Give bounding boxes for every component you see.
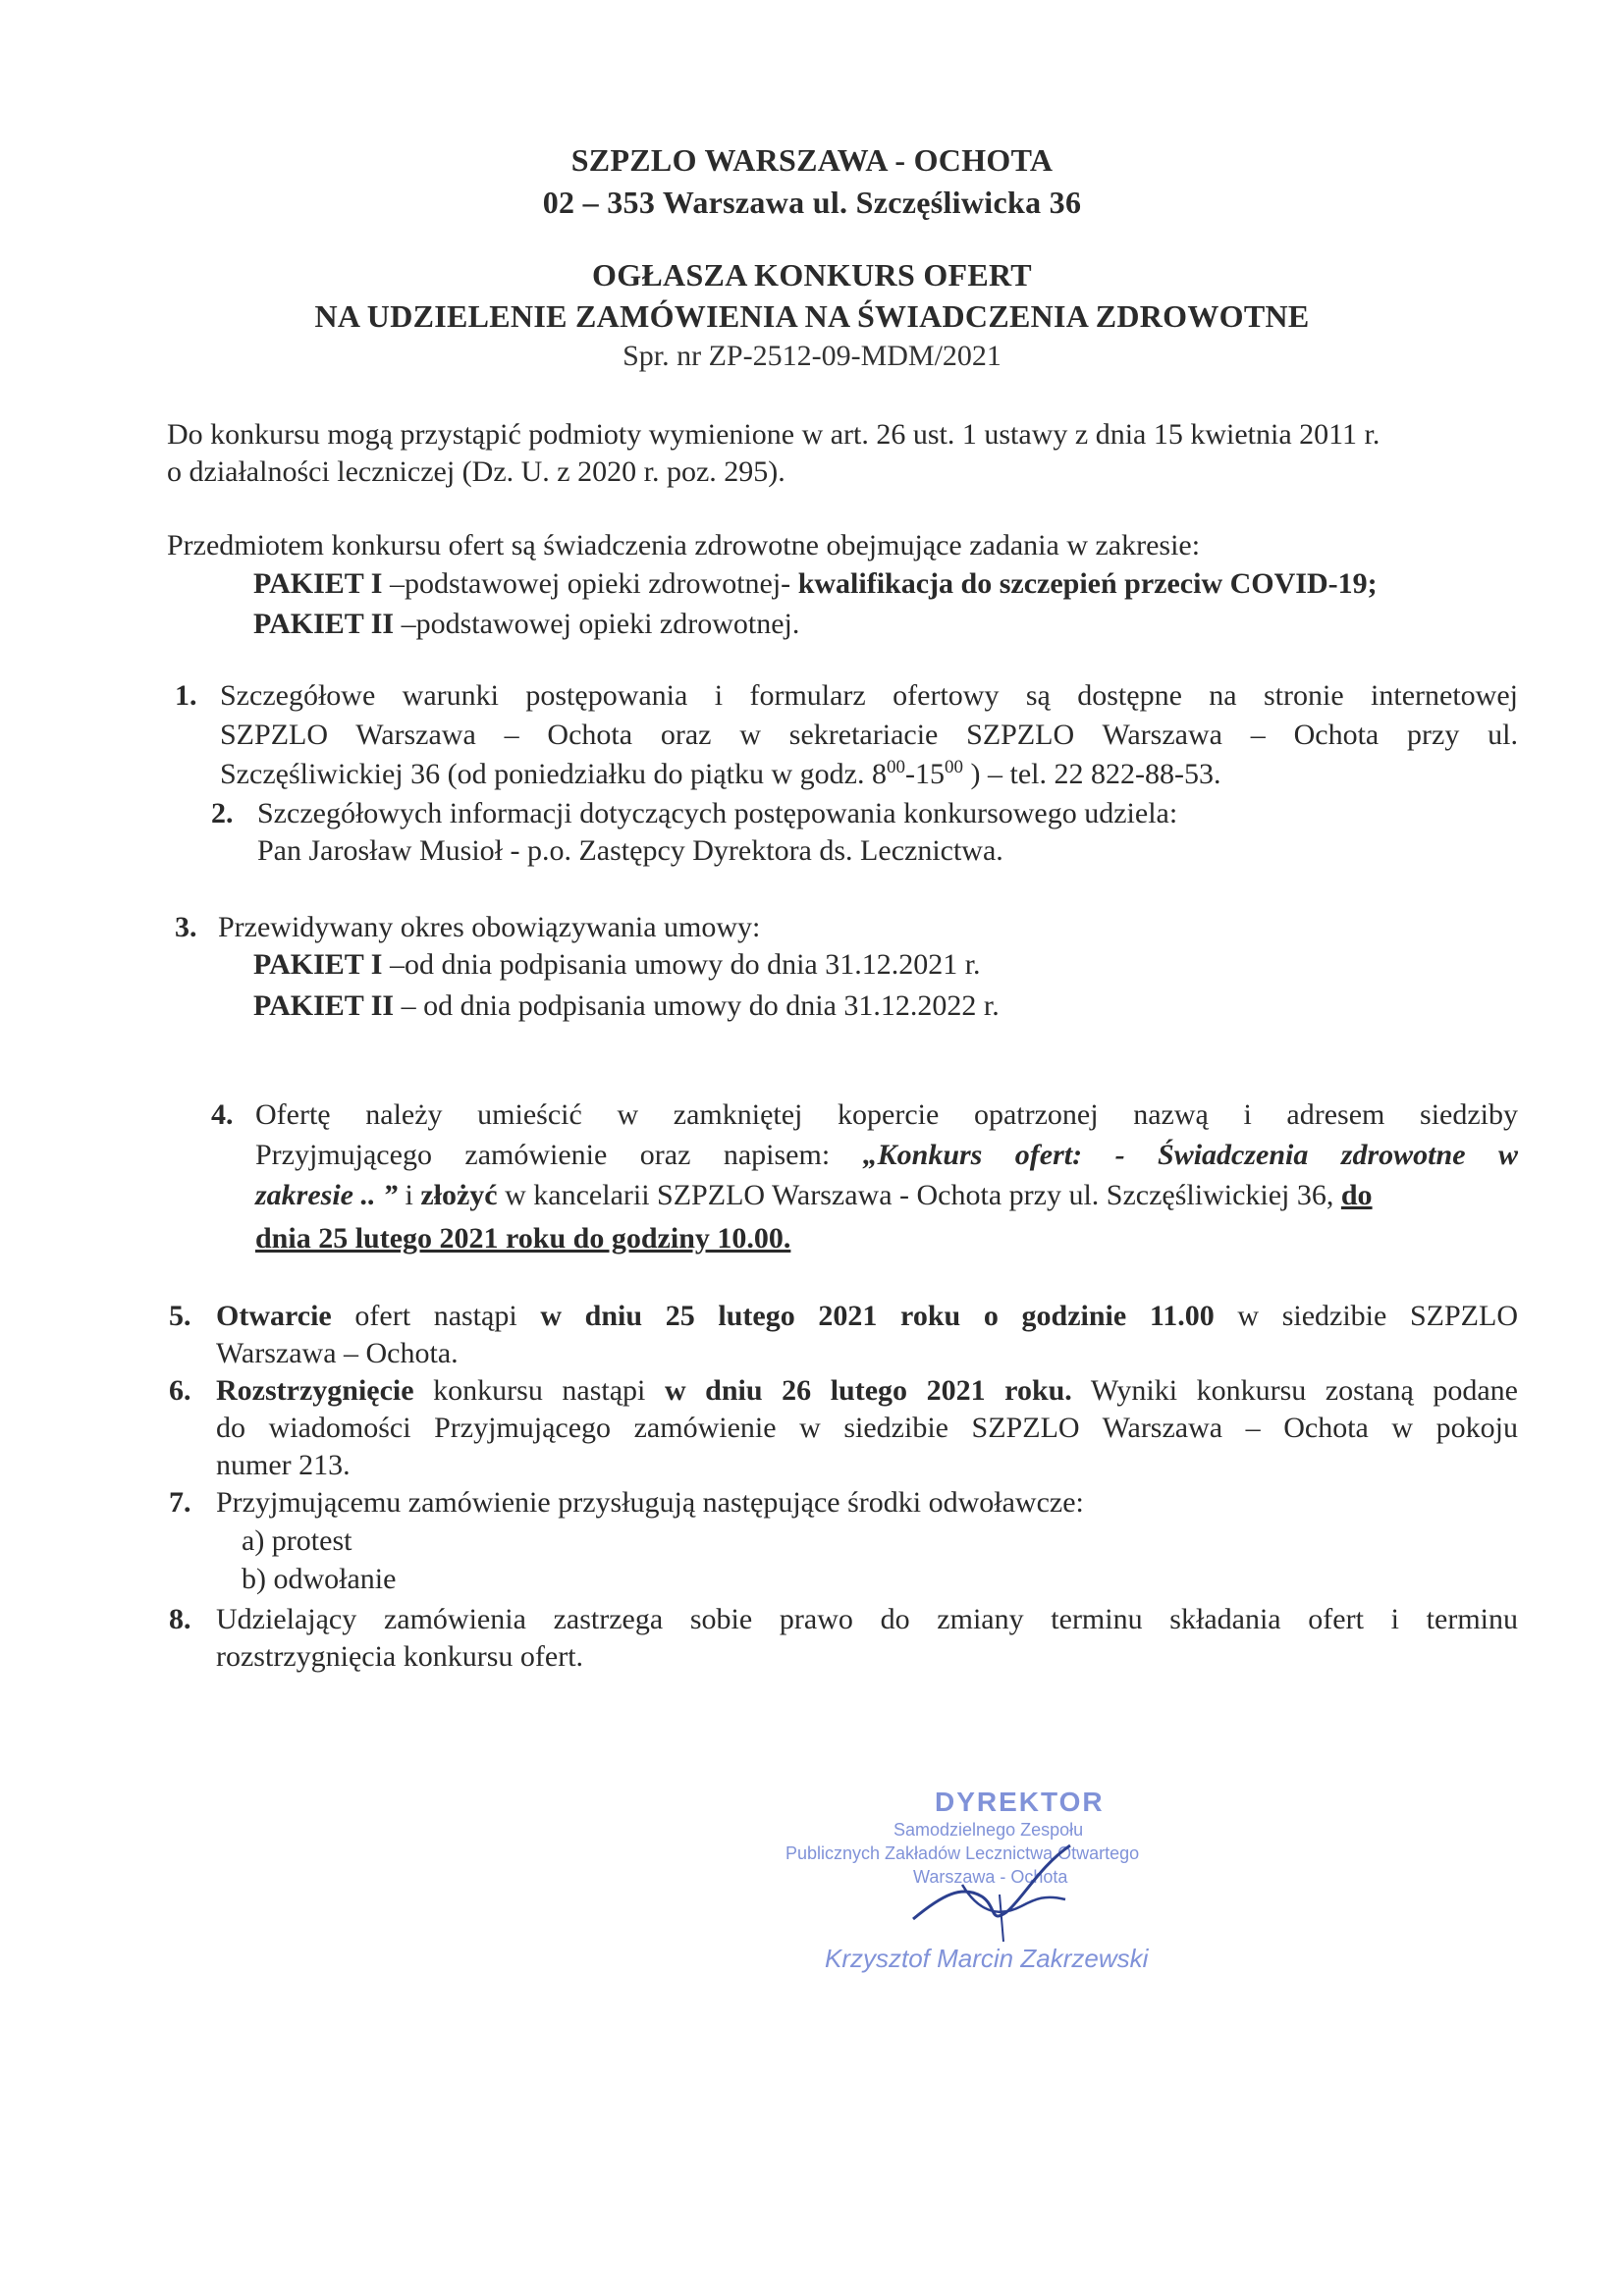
item-4-line-2: Przyjmującego zamówienie oraz napisem: „Konkurs ofert: - Świadczenia zdrowotne w: [255, 1139, 1518, 1171]
item-8-line-1: Udzielający zamówienia zastrzega sobie prawo do zmiany terminu składania ofert i terminu: [216, 1603, 1518, 1635]
item-4-deadline: dnia 25 lutego 2021 roku do godziny 10.00.: [255, 1222, 791, 1255]
item-4-line-3: zakresie .. ” i złożyć w kancelarii SZPZLO Warszawa - Ochota przy ul. Szczęśliwickiej 36, do: [255, 1179, 1373, 1211]
item-3-line-1: Przewidywany okres obowiązywania umowy:: [218, 911, 761, 943]
org-address: 02 – 353 Warszawa ul. Szczęśliwicka 36: [542, 185, 1082, 220]
item-1-line-3: Szczęśliwickiej 36 (od poniedziałku do piątku w godz. $8^{00}-15^{00}$ ) – tel. 22 822-88-53.: [220, 757, 1221, 790]
item-5-line-1: Otwarcie ofert nastąpi w dniu 25 lutego 2021 roku o godzinie 11.00 w siedzibie SZPZLO: [216, 1300, 1518, 1332]
item-2-line-1: Szczegółowych informacji dotyczących postępowania konkursowego udziela:: [257, 797, 1178, 829]
intro-line-1: Do konkursu mogą przystąpić podmioty wymienione w art. 26 ust. 1 ustawy z dnia 15 kwietnia 2011 r.: [167, 418, 1380, 451]
subject-pakiet-2: PAKIET II –podstawowej opieki zdrowotnej.: [253, 608, 800, 640]
item-2-number: 2.: [211, 797, 234, 829]
pakiet-1-label: PAKIET I: [253, 567, 383, 600]
stamp-line-1: Samodzielnego Zespołu: [893, 1820, 1084, 1840]
item-6-line-3: numer 213.: [216, 1449, 351, 1481]
director-stamp: [785, 1787, 1257, 1983]
item-1-line-2: SZPZLO Warszawa – Ochota oraz w sekretariacie SZPZLO Warszawa – Ochota przy ul.: [220, 719, 1518, 751]
subject-intro: Przedmiotem konkursu ofert są świadczenia zdrowotne obejmujące zadania w zakresie:: [167, 529, 1201, 561]
case-number: Spr. nr ZP-2512-09-MDM/2021: [623, 340, 1001, 372]
subject-pakiet-1: PAKIET I –podstawowej opieki zdrowotnej- kwalifikacja do szczepień przeciw COVID-19;: [253, 567, 1378, 600]
stamp-line-3: Warszawa - Ochota: [913, 1867, 1068, 1887]
pakiet-2-label: PAKIET II: [253, 608, 395, 640]
item-7-number: 7.: [169, 1486, 191, 1519]
item-3-pakiet-2: PAKIET II – od dnia podpisania umowy do dnia 31.12.2022 r.: [253, 989, 1000, 1022]
item-8-number: 8.: [169, 1603, 191, 1635]
intro-line-2: o działalności leczniczej (Dz. U. z 2020 r. poz. 295).: [167, 455, 785, 488]
stamp-name: Krzysztof Marcin Zakrzewski: [825, 1944, 1149, 1973]
item-7-option-a: a) protest: [242, 1524, 352, 1557]
item-6-line-2: do wiadomości Przyjmującego zamówienie w siedzibie SZPZLO Warszawa – Ochota w pokoju: [216, 1412, 1518, 1444]
item-8-line-2: rozstrzygnięcia konkursu ofert.: [216, 1640, 584, 1673]
item-3-pakiet-1: PAKIET I –od dnia podpisania umowy do dnia 31.12.2021 r.: [253, 948, 981, 981]
item-2-line-2: Pan Jarosław Musioł - p.o. Zastępcy Dyrektora ds. Lecznictwa.: [257, 834, 1003, 867]
item-1-number: 1.: [175, 679, 197, 712]
org-name: SZPZLO WARSZAWA - OCHOTA: [570, 142, 1054, 178]
stamp-title: DYREKTOR: [935, 1787, 1105, 1817]
item-6-line-1: Rozstrzygnięcie konkursu nastąpi w dniu 26 lutego 2021 roku. Wyniki konkursu zostaną podane: [216, 1374, 1518, 1407]
item-1-line-1: Szczegółowe warunki postępowania i formularz ofertowy są dostępne na stronie internetowej: [220, 679, 1518, 712]
item-3-number: 3.: [175, 911, 197, 943]
item-5-line-2: Warszawa – Ochota.: [216, 1337, 459, 1369]
stamp-line-2: Publicznych Zakładów Lecznictwa Otwartego: [785, 1843, 1140, 1863]
item-7-line-1: Przyjmującemu zamówienie przysługują następujące środki odwoławcze:: [216, 1486, 1084, 1519]
item-5-number: 5.: [169, 1300, 191, 1332]
handwritten-signature: [903, 1826, 1100, 1944]
announcement-subtitle: NA UDZIELENIE ZAMÓWIENIA NA ŚWIADCZENIA ZDROWOTNE: [314, 298, 1310, 334]
item-4-line-1: Ofertę należy umieścić w zamkniętej kopercie opatrzonej nazwą i adresem siedziby: [255, 1098, 1518, 1131]
item-4-number: 4.: [211, 1098, 234, 1131]
item-6-number: 6.: [169, 1374, 191, 1407]
item-7-option-b: b) odwołanie: [242, 1563, 397, 1595]
announcement-title: OGŁASZA KONKURS OFERT: [592, 257, 1032, 293]
